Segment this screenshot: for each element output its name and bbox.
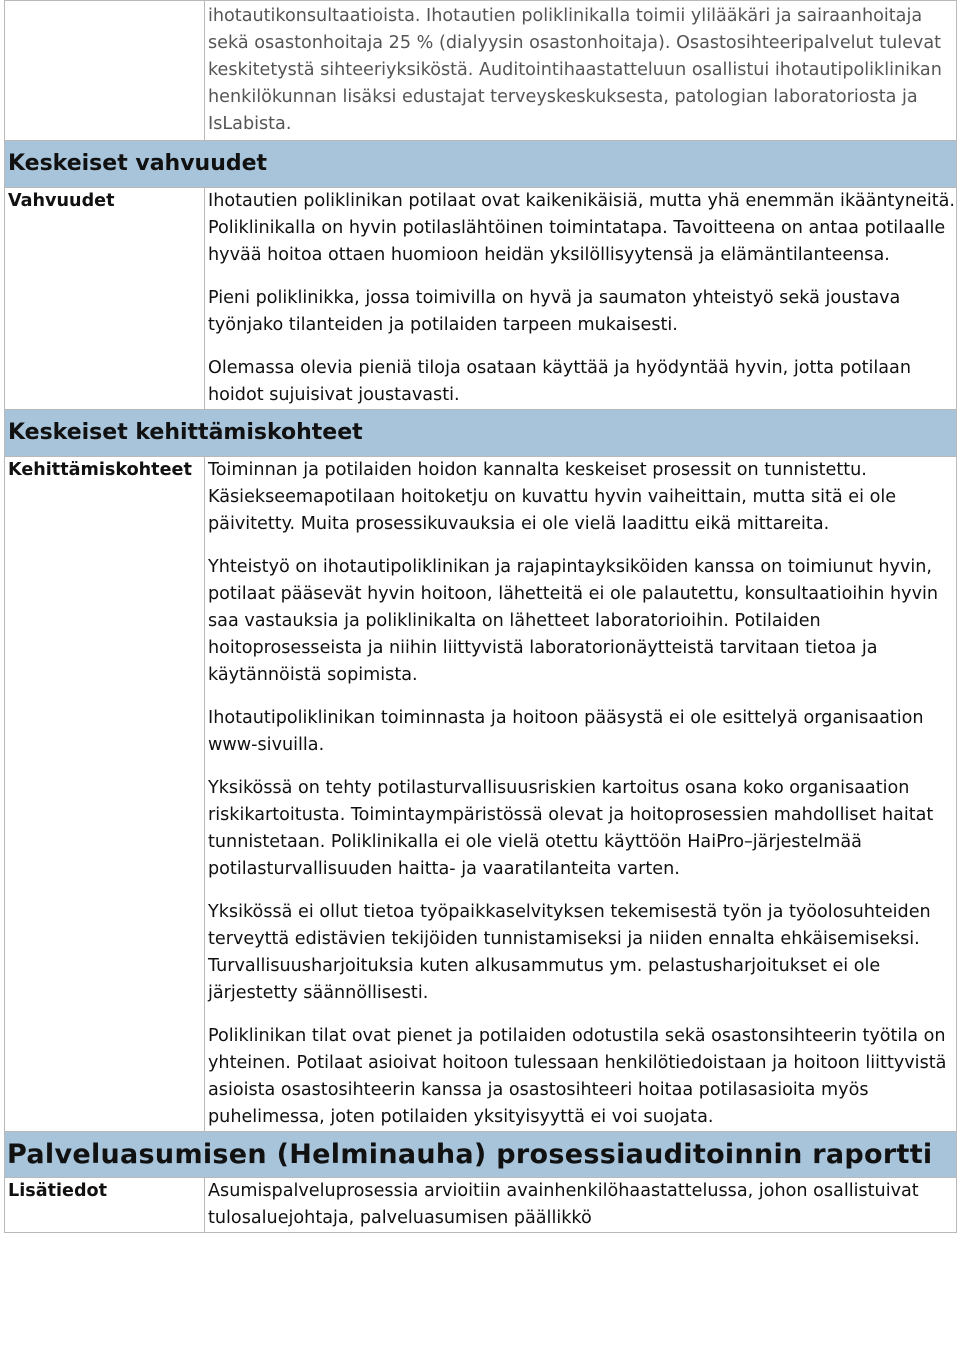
additional-info-label: Lisätiedot — [5, 1178, 205, 1233]
development-paragraph: Poliklinikan tilat ovat pienet ja potilaiden odotustila sekä osastonsihteerin työtila on yhteinen. Potilaat asioivat hoitoon tulessaan henkilötiedoistaan ja hoitoon liittyvistä asioista osastosihteerin kanssa ja osastosihteeri hoitaa potilasasioita myös puhelimessa, joten potilaiden yksityisyyttä ei voi suojata. — [208, 1026, 947, 1127]
development-heading-row — [5, 410, 957, 457]
development-paragraph: Yksikössä ei ollut tietoa työpaikkaselvityksen tekemisestä työn ja työolosuhteiden terveyttä edistävien tekijöiden tunnistamiseksi ja niiden ennalta ehkäisemiseksi. Turvallisuusharjoituksia kuten alkusammutus ym. pelastusharjoitukset ei ole järjestetty säännöllisesti. — [208, 902, 931, 1003]
development-row — [5, 457, 957, 1132]
development-content — [205, 457, 957, 1132]
strengths-row — [5, 188, 957, 410]
next-report-title: Palveluasumisen (Helminauha) prosessiauditoinnin raportti — [5, 1132, 957, 1178]
development-paragraph: Ihotautipoliklinikan toiminnasta ja hoitoon pääsystä ei ole esittelyä organisaation www-sivuilla. — [208, 708, 924, 755]
development-paragraph: Yksikössä on tehty potilasturvallisuusriskien kartoitus osana koko organisaation riskikartoitusta. Toimintaympäristössä olevat ja hoitoprosessien mahdolliset haitat tunnistetaan. Poliklinikalla ei ole vielä otettu käyttöön HaiPro–järjestelmää potilasturvallisuuden haitta- ja vaaratilanteita varten. — [208, 778, 934, 879]
additional-info-content — [205, 1178, 957, 1233]
next-report-title-row — [5, 1132, 957, 1178]
strength-paragraph: Pieni poliklinikka, jossa toimivilla on hyvä ja saumaton yhteistyö sekä joustava työnjako tilanteiden ja potilaiden tarpeen mukaisesti. — [208, 288, 901, 335]
intro-paragraph: ihotautikonsultaatioista. Ihotautien poliklinikalla toimii ylilääkäri ja sairaanhoitaja sekä osastonhoitaja 25 % (dialyysin osastonhoitaja). Osastosihteeripalvelut tulevat keskitetystä sihteeriyksiköstä. Auditointihaastatteluun osallistui ihotautipoliklinikan henkilökunnan lisäksi edustajat terveyskeskuksesta, patologian laboratoriosta ja IsLabista. — [208, 6, 942, 134]
strengths-heading-row — [5, 141, 957, 188]
additional-info-paragraph: Asumispalveluprosessia arvioitiin avainhenkilöhaastattelussa, johon osallistuivat tulosaluejohtaja, palveluasumisen päällikkö — [208, 1181, 919, 1228]
additional-info-row — [5, 1178, 957, 1233]
strengths-content — [205, 188, 957, 410]
intro-empty-label — [5, 1, 205, 141]
strength-paragraph: Olemassa olevia pieniä tiloja osataan käyttää ja hyödyntää hyvin, jotta potilaan hoidot sujuisivat joustavasti. — [208, 358, 911, 405]
strengths-heading: Keskeiset vahvuudet — [5, 141, 957, 188]
development-heading: Keskeiset kehittämiskohteet — [5, 410, 957, 457]
development-label: Kehittämiskohteet — [5, 457, 205, 1132]
development-paragraph: Yhteistyö on ihotautipoliklinikan ja rajapintayksiköiden kanssa on toimiunut hyvin, potilaat pääsevät hyvin hoitoon, lähetteitä ei ole palautettu, konsultaatioihin hyvin saa vastauksia ja poliklinikalta on lähetteet laboratorioihin. Potilaiden hoitoprosesseista ja niihin liittyvistä laboratorionäytteistä tarvitaan tietoa ja käytännöistä sopimista. — [208, 557, 939, 685]
strength-paragraph: Ihotautien poliklinikan potilaat ovat kaikenikäisiä, mutta yhä enemmän ikääntyneitä. Poliklinikalla on hyvin potilaslähtöinen toimintatapa. Tavoitteena on antaa potilaalle hyvää hoitoa ottaen huomioon heidän yksilöllisyytensä ja elämäntilanteensa. — [208, 191, 955, 265]
strengths-label: Vahvuudet — [5, 188, 205, 410]
development-paragraph: Toiminnan ja potilaiden hoidon kannalta keskeiset prosessit on tunnistettu. Käsiekseemapotilaan hoitoketju on kuvattu hyvin vaiheittain, mutta sitä ei ole päivitetty. Muita prosessikuvauksia ei ole vielä laadittu eikä mittareita. — [208, 460, 897, 534]
audit-report-table — [4, 0, 957, 1233]
intro-content — [205, 1, 957, 141]
intro-row — [5, 1, 957, 141]
